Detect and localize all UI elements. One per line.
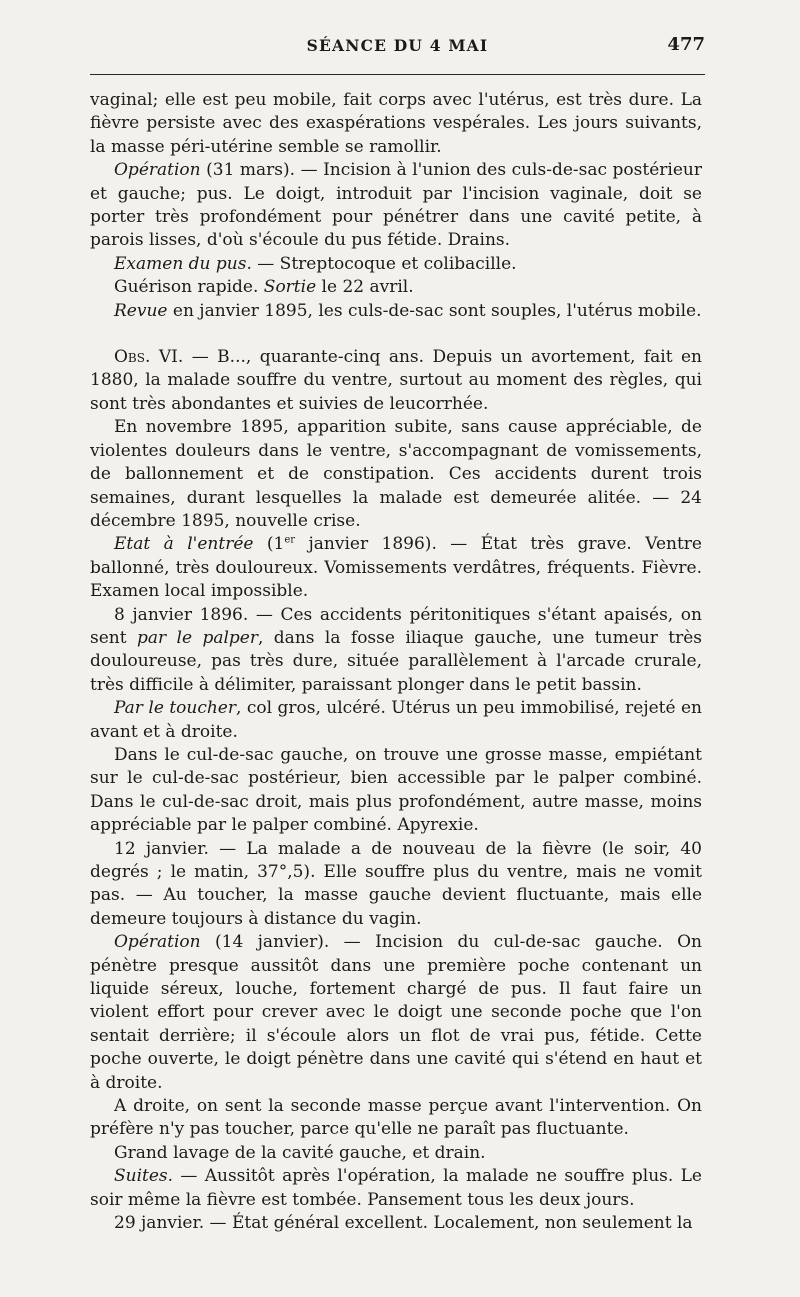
paragraph: Par le toucher, col gros, ulcéré. Utérus un peu immobilisé, rejeté en avant et à droite. [90, 698, 703, 742]
paragraph: Guérison rapide. Sortie le 22 avril. [114, 277, 414, 298]
paragraph: Opération (14 janvier). — Incision du cul-de-sac gauche. On pénètre presque aussitôt dans une première poche contenant un liquide séreux, louche, fortement chargé de pus. Il faut faire un violent effort pour crever avec le doigt une seconde poche que l'on sentait derrière; il s'écoule alors un flot de vrai pus, fétide. Cette poche ouverte, le doigt pénètre dans une cavité qui s'étend en haut et à droite. [90, 932, 702, 1093]
body-text [90, 89, 702, 1236]
page-header [90, 34, 705, 75]
paragraph: 12 janvier. — La malade a de nouveau de la fièvre (le soir, 40 degrés ; le matin, 37°,5). Elle souffre plus du ventre, mais ne vomit pas. — Au toucher, la masse gauche devient fluctuante, mais elle demeure toujours à distance du vagin. [90, 838, 702, 929]
paragraph: Suites. — Aussitôt après l'opération, la malade ne souffre plus. Le soir même la fièvre est tombée. Pansement tous les deux jours. [90, 1166, 702, 1210]
running-head: SÉANCE DU 4 MAI [306, 36, 489, 55]
page-number: 477 [667, 34, 705, 55]
paragraph: En novembre 1895, apparition subite, sans cause appréciable, de violentes douleurs dans le ventre, s'accompagnant de vomissements, de ballonnement et de constipation. Ces accidents durent trois semaines, durant lesquelles la malade est demeurée alitée. — 24 décembre 1895, nouvelle crise. [90, 417, 702, 531]
observation-heading-paragraph: Obs. VI. — B..., quarante-cinq ans. Depuis un avortement, fait en 1880, la malade souffre du ventre, surtout au moment des règles, qui sont très abondantes et suivies de leucorrhée. [90, 347, 702, 414]
paragraph: Grand lavage de la cavité gauche, et drain. [114, 1142, 486, 1163]
paragraph: A droite, on sent la seconde masse perçue avant l'intervention. On préfère n'y pas toucher, parce qu'elle ne paraît pas fluctuante. [90, 1096, 702, 1140]
paragraph: Examen du pus. — Streptocoque et colibacille. [114, 253, 517, 274]
paragraph: 29 janvier. — État général excellent. Localement, non seulement la [114, 1213, 693, 1234]
paragraph: Etat à l'entrée (1er janvier 1896). — État très grave. Ventre ballonné, très douloureux. Vomissements verdâtres, fréquents. Fièvre. Examen local impossible. [90, 534, 702, 602]
paragraph: 8 janvier 1896. — Ces accidents péritonitiques s'étant apaisés, on sent par le palper, dans la fosse iliaque gauche, une tumeur très douloureuse, pas très dure, située parallèlement à l'arcade crurale, très difficile à délimiter, paraissant plonger dans le petit bassin. [90, 604, 702, 695]
paragraph: Revue en janvier 1895, les culs-de-sac sont souples, l'utérus mobile. [114, 300, 702, 321]
paragraph: Dans le cul-de-sac gauche, on trouve une grosse masse, empiétant sur le cul-de-sac postérieur, bien accessible par le palper combiné. Dans le cul-de-sac droit, mais plus profondément, autre masse, moins appréciable par le palper combiné. Apyrexie. [90, 744, 702, 836]
paragraph: Opération (31 mars). — Incision à l'union des culs-de-sac postérieur et gauche; pus. Le doigt, introduit par l'incision vaginale, doit se porter très profondément pour pénétrer dans une cavité petite, à parois lisses, d'où s'écoule du pus fétide. Drains. [90, 160, 702, 251]
paragraph: vaginal; elle est peu mobile, fait corps avec l'utérus, est très dure. La fièvre persiste avec des exaspérations vespérales. Les jours suivants, la masse péri-utérine semble se ramollir. [90, 90, 702, 157]
